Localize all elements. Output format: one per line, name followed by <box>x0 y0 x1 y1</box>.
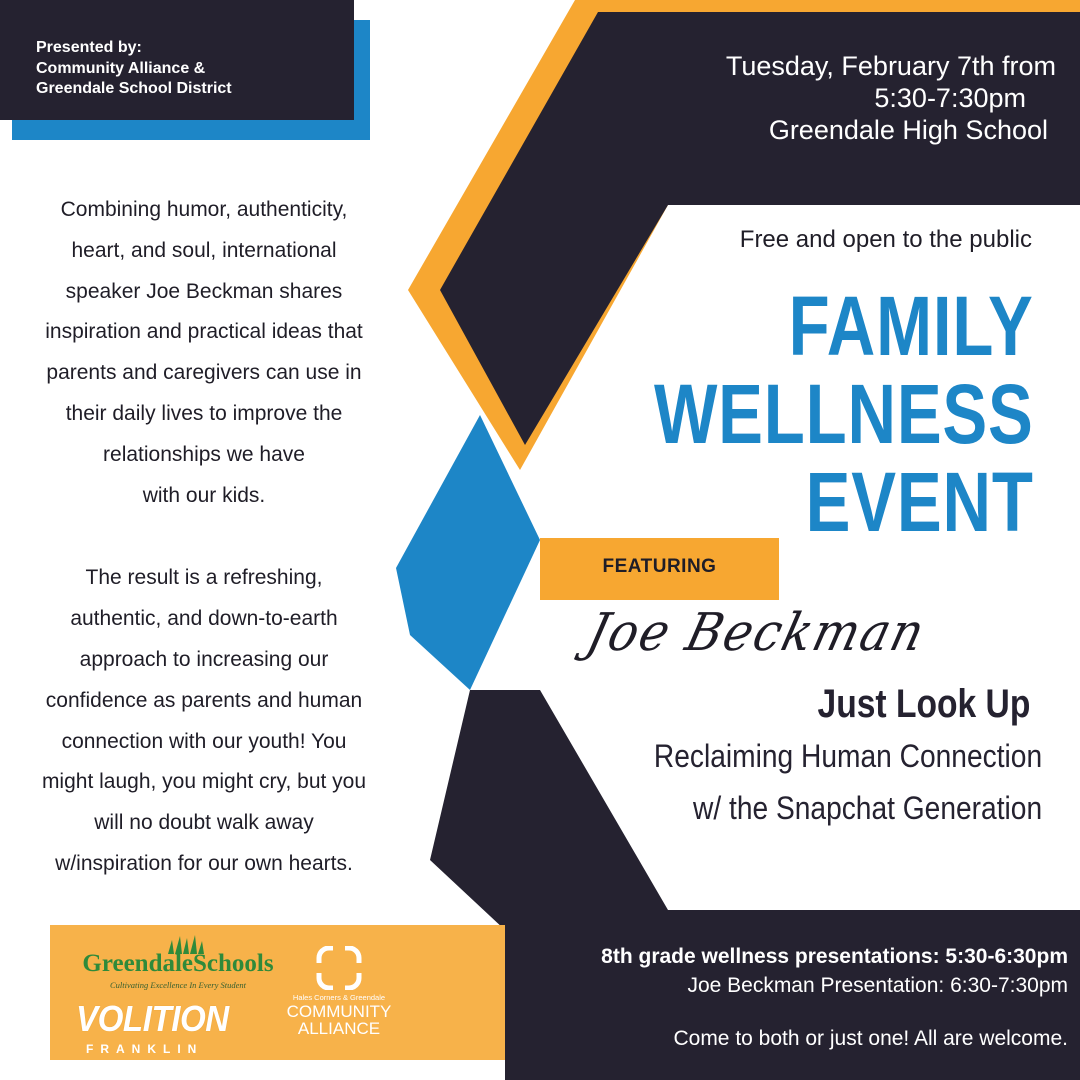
description-line: might laugh, you might cry, but you <box>41 770 367 794</box>
event-description <box>22 190 386 885</box>
description-line: heart, and soul, international <box>71 238 337 262</box>
talk-subtitle-line-1: Reclaiming Human Connection <box>653 738 1042 774</box>
schedule-line-2: Joe Beckman Presentation: 6:30-7:30pm <box>687 974 1068 997</box>
event-schedule <box>601 942 1068 1053</box>
description-paragraph-1 <box>22 190 386 516</box>
greendale-schools-logo <box>72 934 284 990</box>
description-line: connection with our youth! You <box>61 729 347 753</box>
title-line-2: WELLNESS <box>654 367 1034 461</box>
greendale-schools-name: GreendaleSchools <box>82 950 274 977</box>
event-venue: Greendale High School <box>768 115 1048 145</box>
speaker-name-script: Joe Beckman <box>581 603 932 663</box>
volition-franklin-logo <box>72 998 244 1060</box>
description-line: with our kids. <box>142 483 266 507</box>
description-line: speaker Joe Beckman shares <box>65 279 343 303</box>
description-line: inspiration and practical ideas that <box>45 320 363 344</box>
event-date: Tuesday, February 7th from <box>725 51 1056 81</box>
title-line-3: EVENT <box>805 455 1034 549</box>
description-line: approach to increasing our <box>79 647 329 671</box>
featuring-badge <box>540 538 779 600</box>
alliance-word-2: ALLIANCE <box>297 1019 381 1038</box>
description-line: authentic, and down-to-earth <box>70 607 338 631</box>
volition-wordmark: VOLITION <box>76 998 229 1039</box>
event-datetime <box>536 50 1056 146</box>
event-title <box>654 279 1034 549</box>
description-line: The result is a refreshing, <box>85 566 323 590</box>
schedule-line-3: Come to both or just one! All are welcome. <box>673 1027 1068 1050</box>
description-line: will no doubt walk away <box>94 811 314 835</box>
description-line: their daily lives to improve the <box>65 401 343 425</box>
presenter-name-2: Greendale School District <box>36 80 232 97</box>
franklin-wordmark: FRANKLIN <box>86 1042 204 1056</box>
greendale-schools-tagline: Cultivating Excellence In Every Student <box>110 980 246 990</box>
free-admission-text: Free and open to the public <box>739 226 1032 253</box>
community-alliance-logo <box>278 946 400 1046</box>
presenter-name-1: Community Alliance & <box>36 60 206 77</box>
title-line-1: FAMILY <box>788 279 1034 373</box>
alliance-mark-icon <box>316 946 362 990</box>
presenter-box <box>0 0 354 120</box>
presenter-heading: Presented by: <box>36 39 142 56</box>
description-paragraph-2 <box>22 558 386 884</box>
description-line: w/inspiration for our own hearts. <box>55 851 353 875</box>
talk-title: Just Look Up <box>817 682 1030 726</box>
alliance-word-1: COMMUNITY <box>286 1002 392 1021</box>
talk-subtitle-line-2: w/ the Snapchat Generation <box>692 790 1042 826</box>
description-line: Combining humor, authenticity, <box>60 198 348 221</box>
alliance-tagline: Hales Corners & Greendale <box>292 993 386 1002</box>
featuring-label: FEATURING <box>602 556 717 577</box>
schedule-line-1: 8th grade wellness presentations: 5:30-6:30pm <box>601 945 1068 968</box>
description-line: confidence as parents and human <box>45 688 363 712</box>
event-time: 5:30-7:30pm <box>874 83 1026 113</box>
talk-subtitle <box>654 730 1042 834</box>
description-line: relationships we have <box>103 442 305 466</box>
description-line: parents and caregivers can use in <box>46 361 362 385</box>
